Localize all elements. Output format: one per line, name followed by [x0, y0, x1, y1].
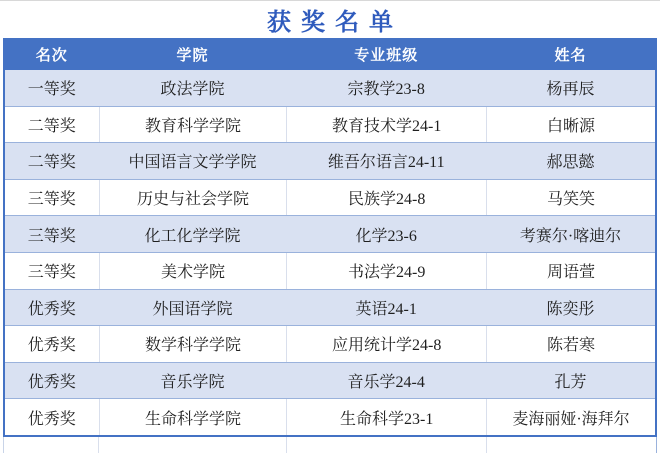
- cell-class[interactable]: 英语24-1: [355, 300, 417, 318]
- partial-cell-class[interactable]: [286, 437, 486, 453]
- table-row: [5, 143, 655, 180]
- cell-college[interactable]: 中国语言文学学院: [128, 154, 257, 172]
- cell-name[interactable]: 马笑笑: [486, 180, 655, 216]
- cell-class[interactable]: 书法学24-9: [286, 253, 486, 289]
- cell-class[interactable]: 宗教学23-8: [347, 81, 425, 99]
- partial-cell-college[interactable]: [98, 437, 286, 453]
- cell-rank[interactable]: 二等奖: [27, 154, 76, 172]
- cell-class[interactable]: 音乐学24-4: [347, 374, 425, 392]
- cell-rank[interactable]: 一等奖: [27, 81, 76, 99]
- cell-class[interactable]: 教育技术学24-1: [286, 107, 486, 143]
- cell-rank[interactable]: 三等奖: [27, 227, 76, 245]
- cell-rank[interactable]: 优秀奖: [27, 337, 76, 355]
- table-row: [5, 216, 655, 253]
- cell-college[interactable]: 政法学院: [160, 81, 225, 99]
- cell-name[interactable]: 郝思懿: [546, 154, 595, 172]
- page-title: 获奖名单: [267, 10, 403, 36]
- cell-rank[interactable]: 三等奖: [27, 191, 76, 209]
- table-body: [5, 70, 655, 435]
- partial-cell-name[interactable]: [486, 437, 656, 453]
- cell-college[interactable]: 音乐学院: [160, 374, 225, 392]
- title-band: [0, 1, 660, 38]
- cell-class[interactable]: 应用统计学24-8: [286, 326, 486, 362]
- table-row: [5, 290, 655, 327]
- cell-college[interactable]: 历史与社会学院: [99, 180, 287, 216]
- cell-name[interactable]: 陈奕彤: [546, 300, 595, 318]
- cell-name[interactable]: 周语萱: [486, 253, 655, 289]
- table-row: [5, 363, 655, 400]
- cell-name[interactable]: 麦海丽娅·海拜尔: [486, 399, 655, 435]
- cell-college[interactable]: 化工化学学院: [144, 227, 241, 245]
- table-row: [5, 180, 655, 217]
- cell-college[interactable]: 外国语学院: [152, 300, 233, 318]
- cell-rank[interactable]: 优秀奖: [27, 300, 76, 318]
- cell-college[interactable]: 数学科学学院: [99, 326, 287, 362]
- table-row: [5, 399, 655, 435]
- cell-rank[interactable]: 三等奖: [27, 264, 76, 282]
- cell-rank[interactable]: 优秀奖: [27, 410, 76, 428]
- cell-rank[interactable]: 优秀奖: [27, 374, 76, 392]
- partial-cell-rank[interactable]: [4, 437, 98, 453]
- table-header-row: [5, 38, 655, 70]
- table-row: [5, 70, 655, 107]
- cell-name[interactable]: 考赛尔·喀迪尔: [519, 227, 622, 245]
- table-row: [5, 107, 655, 144]
- cell-name[interactable]: 白晰源: [486, 107, 655, 143]
- cell-name[interactable]: 杨再辰: [546, 81, 595, 99]
- cell-college[interactable]: 生命科学学院: [99, 399, 287, 435]
- cell-class[interactable]: 民族学24-8: [286, 180, 486, 216]
- header-class[interactable]: 专业班级: [354, 46, 419, 64]
- cell-college[interactable]: 美术学院: [99, 253, 287, 289]
- cell-name[interactable]: 陈若寒: [486, 326, 655, 362]
- header-rank[interactable]: 名次: [35, 46, 68, 64]
- table-row: [5, 253, 655, 290]
- header-name[interactable]: 姓名: [554, 46, 587, 64]
- cell-class[interactable]: 化学23-6: [355, 227, 417, 245]
- header-college[interactable]: 学院: [176, 46, 209, 64]
- cell-class[interactable]: 生命科学23-1: [286, 399, 486, 435]
- table-row: [5, 326, 655, 363]
- table-row-partial: [3, 437, 657, 453]
- cell-college[interactable]: 教育科学学院: [99, 107, 287, 143]
- cell-rank[interactable]: 二等奖: [27, 117, 76, 135]
- cell-class[interactable]: 维吾尔语言24-11: [327, 154, 445, 172]
- award-table: [3, 38, 657, 437]
- cell-name[interactable]: 孔芳: [554, 374, 587, 392]
